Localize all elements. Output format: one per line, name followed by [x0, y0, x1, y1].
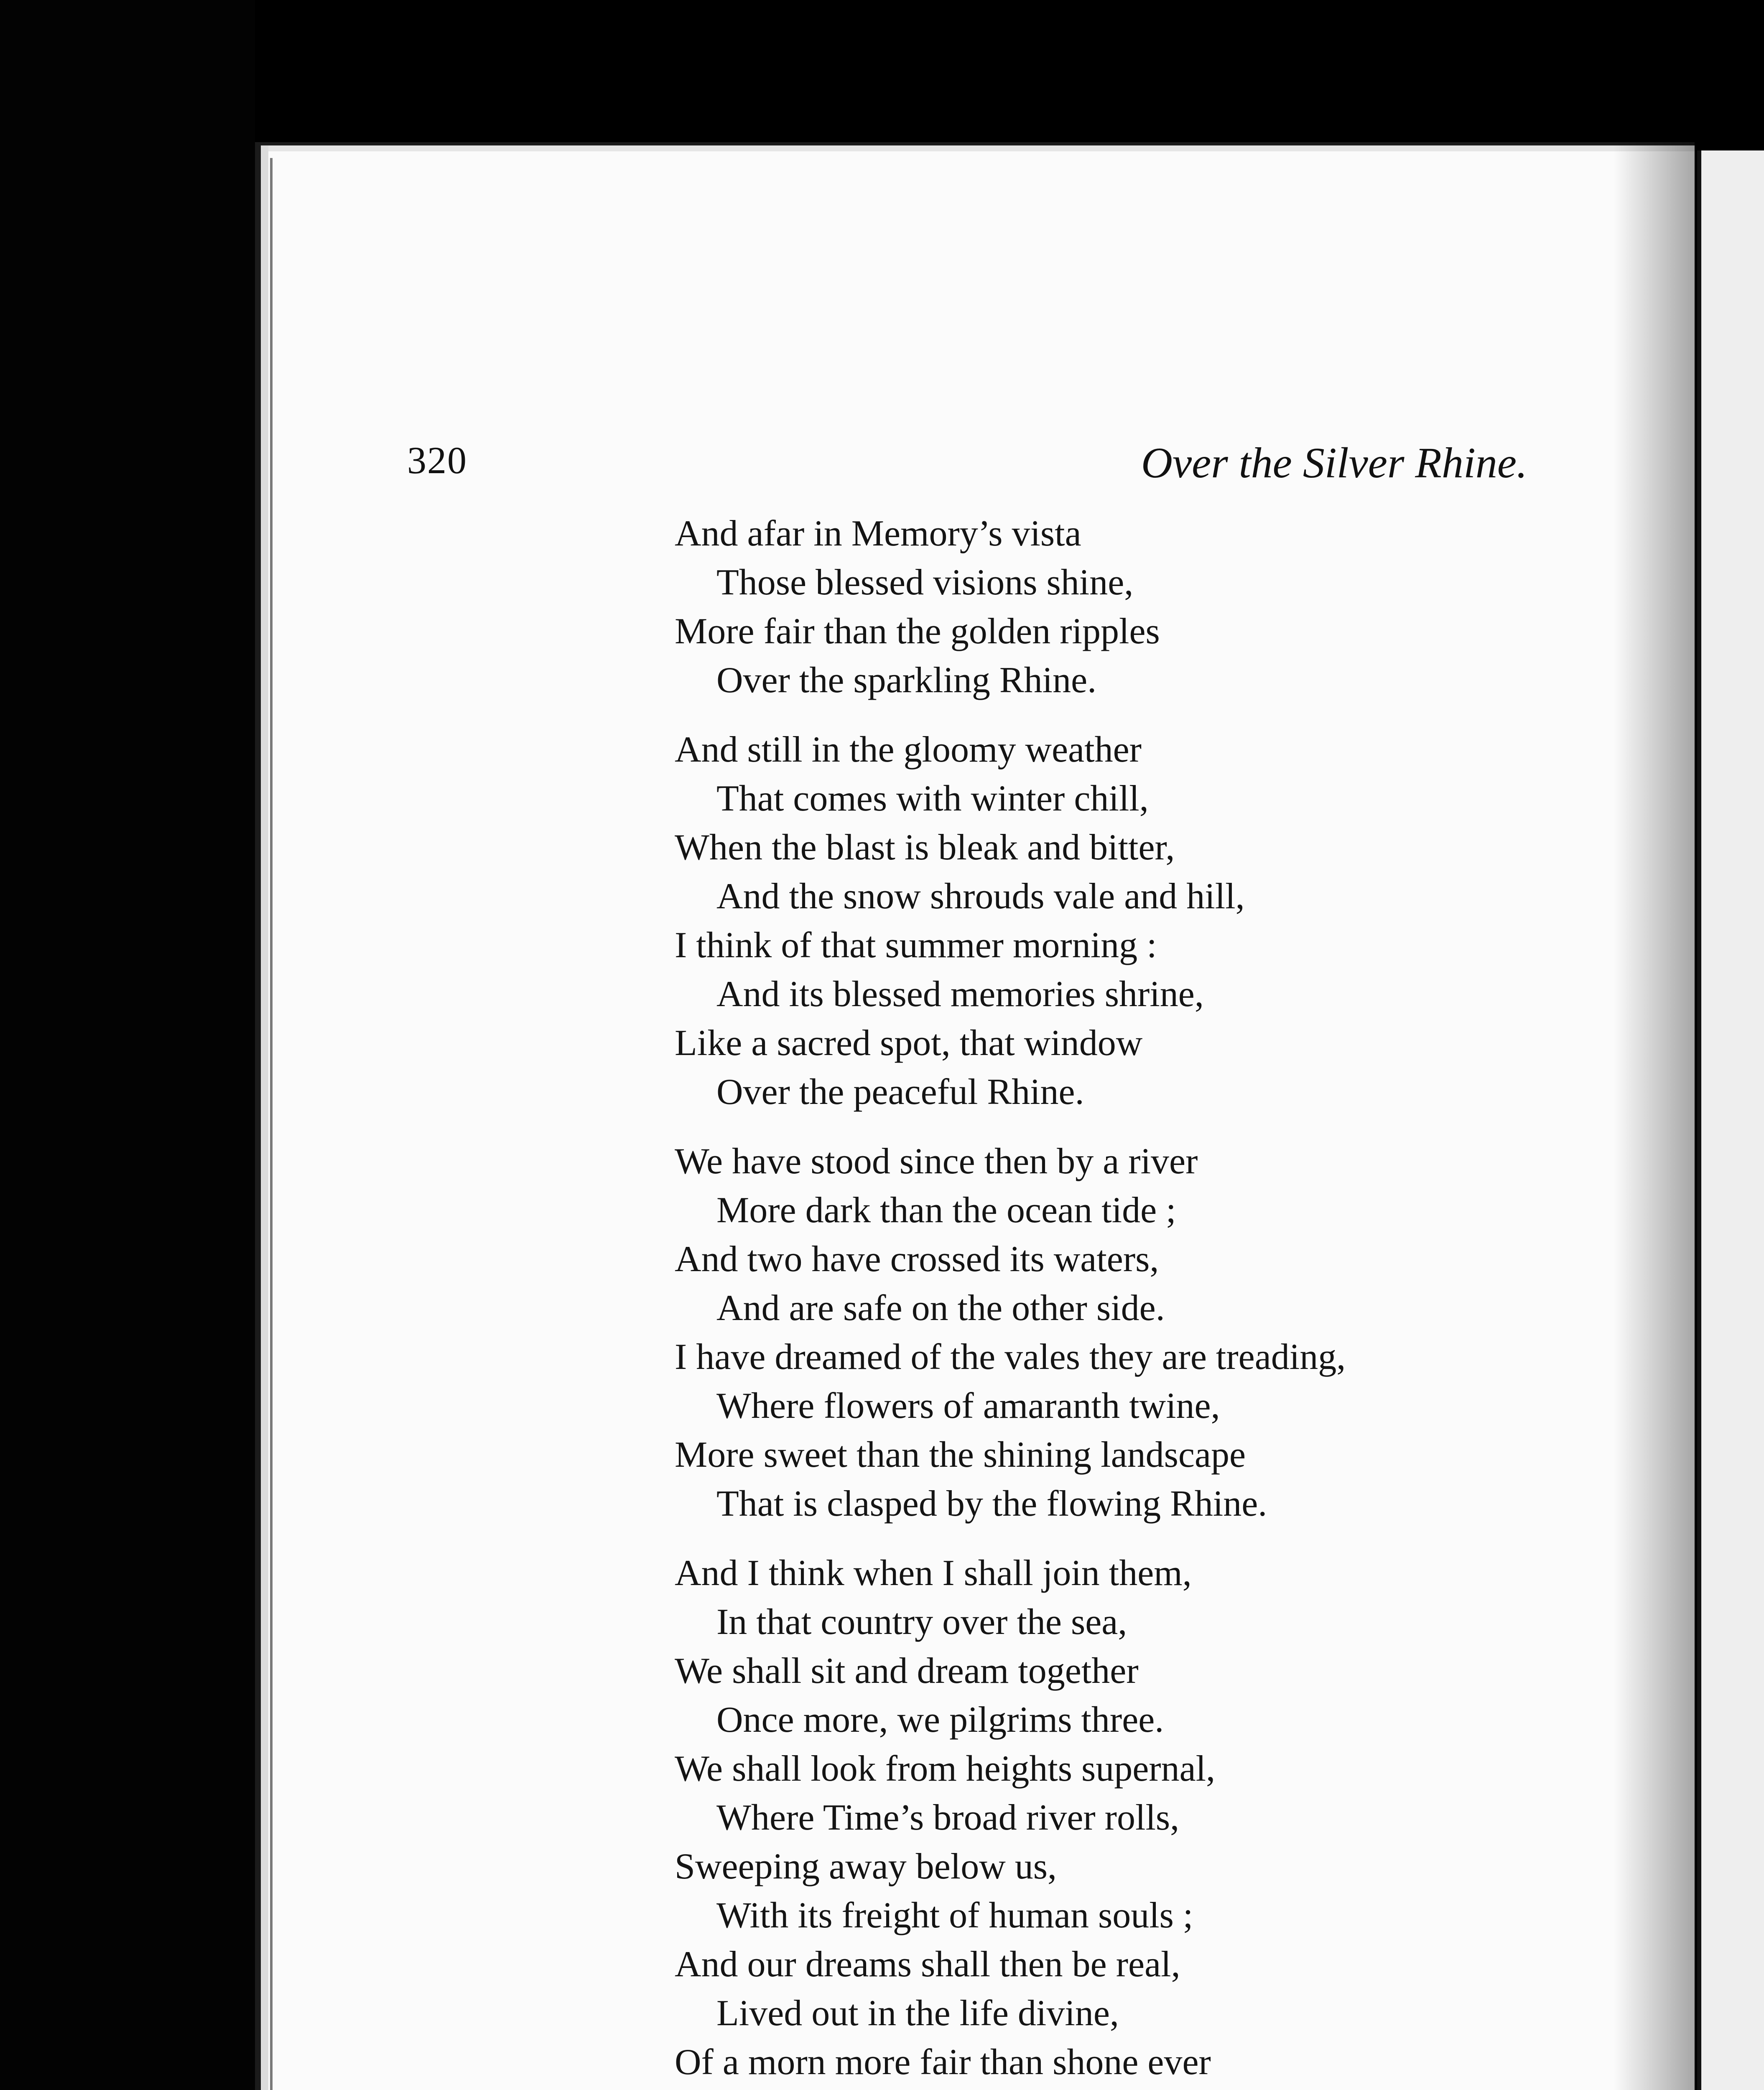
poem-line: And its blessed memories shrine,	[716, 974, 1204, 1014]
poem-line: Over the peaceful Rhine.	[716, 1072, 1084, 1112]
poem-line: I have dreamed of the vales they are treading,	[675, 1337, 1346, 1377]
poem-line: That comes with winter chill,	[716, 778, 1149, 819]
gutter-shadow	[1614, 142, 1697, 2090]
stanza	[675, 1137, 1720, 1528]
poem-line: We shall sit and dream together	[675, 1651, 1139, 1691]
poem-line: And two have crossed its waters,	[675, 1239, 1159, 1279]
poem-line: Sweeping away below us,	[675, 1846, 1057, 1887]
page-header	[407, 438, 1527, 488]
poem-line: I think of that summer morning :	[675, 925, 1157, 966]
poem-line: With its freight of human souls ;	[716, 1895, 1193, 1936]
page-number: 320	[407, 439, 467, 482]
poem-line: We have stood since then by a river	[675, 1141, 1198, 1182]
poem-line: That is clasped by the flowing Rhine.	[716, 1483, 1267, 1524]
stanza	[675, 509, 1720, 705]
poem-line: And our dreams shall then be real,	[675, 1944, 1180, 1985]
scan-background	[0, 0, 255, 2090]
poem-line: When the blast is bleak and bitter,	[675, 827, 1175, 868]
poem-line: Over the sparkling Rhine.	[716, 660, 1097, 701]
adjacent-page-edge	[1697, 150, 1764, 2090]
poem-line: And I think when I shall join them,	[675, 1553, 1192, 1593]
poem-line	[675, 2087, 1720, 2090]
poem-line: Of a morn more fair than shone ever	[675, 2042, 1211, 2082]
poem-line: More dark than the ocean tide ;	[716, 1190, 1176, 1231]
poem-line: And the snow shrouds vale and hill,	[716, 876, 1245, 917]
stanza	[675, 725, 1720, 1116]
poem-line: We shall look from heights supernal,	[675, 1748, 1216, 1789]
poem-line: And still in the gloomy weather	[675, 729, 1142, 770]
poem-line: Where Time’s broad river rolls,	[716, 1797, 1180, 1838]
poem-line: In that country over the sea,	[716, 1602, 1127, 1642]
poem-line: Lived out in the life divine,	[716, 1993, 1119, 2034]
poem-body	[675, 509, 1720, 2090]
poem-line: Once more, we pilgrims three.	[716, 1700, 1164, 1740]
poem-line: And afar in Memory’s vista	[675, 513, 1081, 554]
poem-line: Like a sacred spot, that window	[675, 1023, 1143, 1063]
poem-line: Where flowers of amaranth twine,	[716, 1386, 1220, 1426]
poem-line: Those blessed visions shine,	[716, 562, 1134, 603]
running-title: Over the Silver Rhine.	[1141, 439, 1527, 487]
book-page	[255, 142, 1695, 2090]
poem-line: More fair than the golden ripples	[675, 611, 1160, 652]
poem-line: And are safe on the other side.	[716, 1288, 1165, 1328]
poem-line: More sweet than the shining landscape	[675, 1435, 1246, 1475]
stanza	[675, 1549, 1720, 2090]
